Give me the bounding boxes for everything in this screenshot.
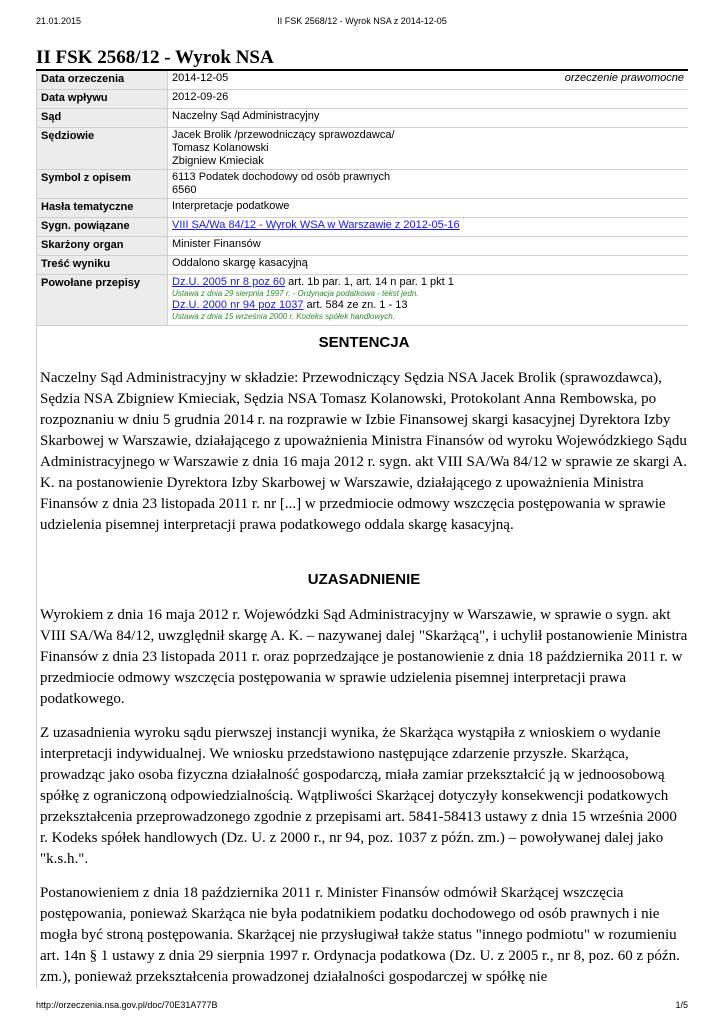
field-label: Powołane przepisy xyxy=(36,275,167,326)
print-date: 21.01.2015 xyxy=(36,16,82,26)
sentencja-paragraph: Naczelny Sąd Administracyjny w składzie: Przewodniczący Sędzia NSA Jacek Brolik (sprawozdawca), Sędzia NSA Zbigniew Kmieciak, Sędzia NSA Tomasz Kolanowski, Protokolant Anna Rembowska, po rozpoznaniu w dniu 5 grudnia 2014 r. na rozprawie w Izbie Finansowej skargi kasacyjnej Dyrektora Izby Skarbowej w Warszawie, działającego z upoważnienia Ministra Finansów od wyroku Wojewódzkiego Sądu Administracyjnego w Warszawie z dnia 16 maja 2012 r. sygn. akt VIII SA/Wa 84/12 w sprawie ze skargi A. K. na postanowienie Dyrektora Izby Skarbowej w Warszawie, działającego z upoważnienia Ministra Finansów z dnia 23 listopada 2011 r. nr [...] w przedmiocie odmowy wszczęcia postępowania w sprawie udzielenia pisemnej interpretacji prawa podatkowego oddala skargę kasacyjną. xyxy=(40,370,688,533)
challenged-authority: Minister Finansów xyxy=(167,237,688,256)
judgment-date: 2014-12-05 xyxy=(172,72,229,84)
judge-name: Tomasz Kolanowski xyxy=(172,142,269,154)
table-row xyxy=(36,199,688,218)
provision-item xyxy=(172,276,684,299)
field-label: Sąd xyxy=(36,109,167,128)
provision-note: Ustawa z dnia 29 sierpnia 1997 r. - Ordynacja podatkowa - tekst jedn. xyxy=(172,289,419,298)
field-label: Skarżony organ xyxy=(36,237,167,256)
sentencja-heading: SENTENCJA xyxy=(318,334,410,351)
receipt-date: 2012-09-26 xyxy=(167,90,688,109)
field-label: Sygn. powiązane xyxy=(36,218,167,237)
field-label: Treść wyniku xyxy=(36,256,167,275)
uzasadnienie-paragraph: Postanowieniem z dnia 18 października 2011 r. Minister Finansów odmówił Skarżącej wszczęcia postępowania, ponieważ Skarżąca nie była podatnikiem podatku dochodowego od osób prawnych i nie mogła być stroną postępowania. Skarżącej nie przysługiwał także status "innego podmiotu" w rozumieniu art. 14n § 1 ustawy z dnia 29 sierpnia 1997 r. Ordynacja podatkowa (Dz. U. z 2005 r., nr 8, poz. 60 z późn. zm.), ponieważ przekształcenia prowadzonej działalności gospodarczej w spółkę nie xyxy=(40,885,680,985)
table-row xyxy=(36,237,688,256)
cited-provisions xyxy=(167,275,688,326)
page-number: 1/5 xyxy=(675,1000,688,1010)
field-label: Sędziowie xyxy=(36,128,167,170)
table-row xyxy=(36,170,688,199)
provision-link[interactable]: Dz.U. 2005 nr 8 poz 60 xyxy=(172,276,286,288)
table-row xyxy=(36,218,688,237)
table-row xyxy=(36,275,688,326)
uzasadnienie-section xyxy=(36,565,688,988)
symbol-item: 6560 xyxy=(172,184,197,196)
document-content xyxy=(36,71,688,1000)
table-row xyxy=(36,90,688,109)
sentencja-section xyxy=(36,326,688,565)
provision-item xyxy=(172,299,684,322)
field-label: Symbol z opisem xyxy=(36,170,167,199)
print-header xyxy=(36,16,688,28)
metadata-table xyxy=(36,71,688,326)
judge-name: Jacek Brolik /przewodniczący sprawozdawca/ xyxy=(172,129,395,141)
print-title: II FSK 2568/12 - Wyrok NSA z 2014-12-05 xyxy=(277,16,447,26)
judges-list xyxy=(167,128,688,170)
table-row xyxy=(36,128,688,170)
provision-articles: art. 1b par. 1, art. 14 n par. 1 pkt 1 xyxy=(285,276,454,288)
print-footer xyxy=(36,1000,688,1010)
table-row xyxy=(36,71,688,90)
symbol-item: 6113 Podatek dochodowy od osób prawnych xyxy=(172,171,391,183)
symbol-list xyxy=(167,170,688,199)
provision-link[interactable]: Dz.U. 2000 nr 94 poz 1037 xyxy=(172,299,304,311)
related-case-link[interactable]: VIII SA/Wa 84/12 - Wyrok WSA w Warszawie z 2012-05-16 xyxy=(172,219,460,231)
related-case-cell xyxy=(167,218,688,237)
court-name: Naczelny Sąd Administracyjny xyxy=(167,109,688,128)
keywords: Interpretacje podatkowe xyxy=(167,199,688,218)
provision-articles: art. 584 ze zn. 1 - 13 xyxy=(303,299,408,311)
page-title: II FSK 2568/12 - Wyrok NSA xyxy=(36,47,274,68)
table-row xyxy=(36,256,688,275)
uzasadnienie-heading: UZASADNIENIE xyxy=(307,571,421,588)
field-value-date xyxy=(167,71,688,90)
table-row xyxy=(36,109,688,128)
field-label: Data wpływu xyxy=(36,90,167,109)
uzasadnienie-paragraph: Wyrokiem z dnia 16 maja 2012 r. Wojewódzki Sąd Administracyjny w Warszawie, w sprawie o sygn. akt VIII SA/Wa 84/12, uwzględnił skargę A. K. – nazywanej dalej "Skarżącą", i uchylił postanowienie Ministra Finansów z dnia 23 listopada 2011 r. oraz poprzedzające je postanowienie z dnia 18 października 2011 r. w przedmiocie odmowy wszczęcia postępowania w sprawie udzielenia pisemnej interpretacji prawa podatkowego. xyxy=(40,607,688,707)
uzasadnienie-paragraph: Z uzasadnienia wyroku sądu pierwszej instancji wynika, że Skarżąca wystąpiła z wnioskiem o wydanie interpretacji indywidualnej. We wniosku przedstawiono następujące zdarzenie przyszłe. Skarżąca, prowadząc jako osoba fizyczna działalność gospodarczą, miała zamiar przekształcić ją w jednoosobową spółkę z ograniczoną odpowiedzialnością. Wątpliwości Skarżącej dotyczyły konsekwencji podatkowych przekształcenia przeprowadzonego zgodnie z przepisami art. 5841-58413 ustawy z dnia 15 września 2000 r. Kodeks spółek handlowych (Dz. U. z 2000 r., nr 94, poz. 1037 z późn. zm.) – powoływanej dalej jako "k.s.h.". xyxy=(40,725,677,867)
result: Oddalono skargę kasacyjną xyxy=(167,256,688,275)
field-label: Data orzeczenia xyxy=(36,71,167,90)
legal-status: orzeczenie prawomocne xyxy=(564,72,684,84)
judge-name: Zbigniew Kmieciak xyxy=(172,155,264,167)
field-label: Hasła tematyczne xyxy=(36,199,167,218)
provision-note: Ustawa z dnia 15 września 2000 r. Kodeks spółek handlowych. xyxy=(172,312,395,321)
page-url: http://orzeczenia.nsa.gov.pl/doc/70E31A777B xyxy=(36,1000,218,1010)
